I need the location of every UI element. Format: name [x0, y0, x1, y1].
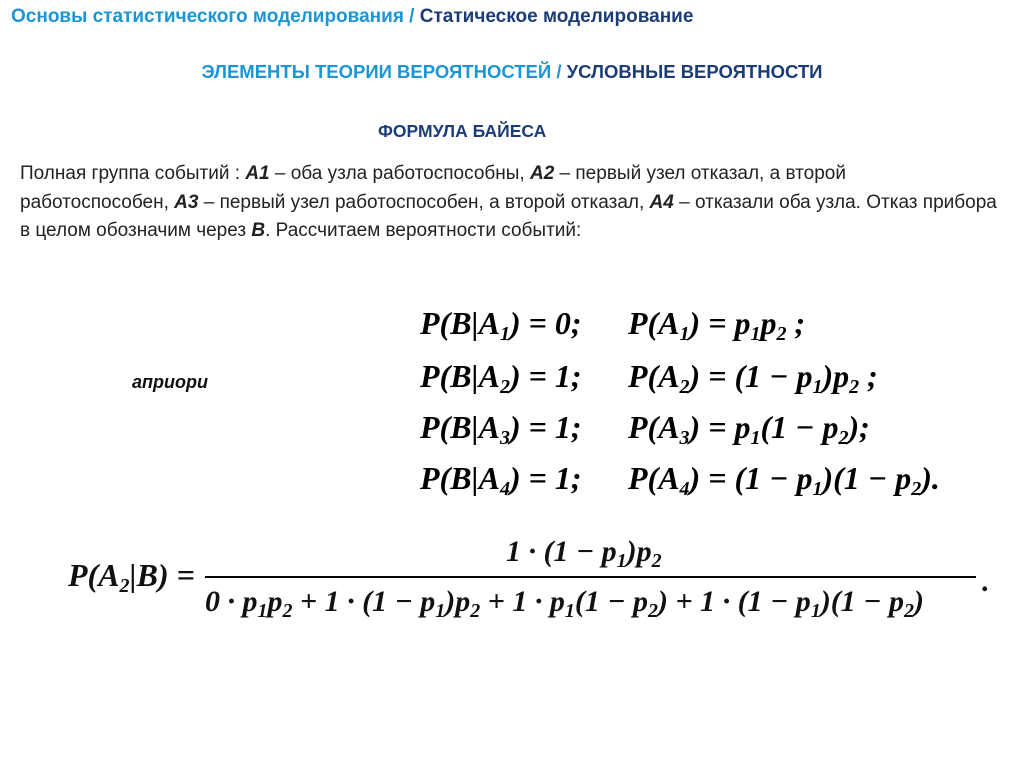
breadcrumb-topic: Статическое моделирование [419, 6, 694, 27]
event-a3: А3 [174, 191, 199, 213]
paragraph-text: – оба узла работоспособны, [269, 163, 530, 184]
body-paragraph [20, 160, 1000, 246]
section-title-main: ЭЛЕМЕНТЫ ТЕОРИИ ВЕРОЯТНОСТЕЙ / [201, 61, 567, 82]
event-a4: А4 [649, 191, 674, 213]
apriori-label: априори [132, 372, 208, 392]
formula-conditional-4: $P(B|A_4) = 1$; [420, 460, 582, 500]
bayes-lhs: $P(A_2|B)$ = [68, 557, 195, 597]
breadcrumb [11, 6, 693, 28]
paragraph-text: Полная группа событий : [20, 163, 246, 184]
formula-prior-4: $P(A_4) = (1 - p_1)(1 - p_2)$. [628, 460, 940, 500]
section-title [0, 61, 1024, 83]
fraction-bar [205, 576, 976, 578]
formula-conditional-3: $P(B|A_3) = 1$; [420, 409, 582, 449]
event-a1: А1 [245, 163, 270, 184]
formula-prior-3: $P(A_3) = p_1(1 - p_2)$; [628, 409, 870, 449]
formula-conditional-1: $P(B|A_1) = 0$; [420, 305, 582, 345]
formula-prior-1: $P(A_1) = p_1p_2$ ; [628, 305, 806, 345]
paragraph-text: – отказали оба узла. Отказ прибора в целом обозначим через [20, 191, 997, 241]
bayes-period: . [981, 565, 989, 598]
slide-subtitle: ФОРМУЛА БАЙЕСА [378, 121, 547, 141]
breadcrumb-course: Основы статистического моделирования / [11, 6, 420, 27]
paragraph-text: – первый узел отказал, а второй работоспособен, [20, 163, 846, 213]
formula-conditional-2: $P(B|A_2) = 1$; [420, 358, 582, 398]
event-a2: А2 [529, 163, 555, 184]
formula-prior-2: $P(A_2) = (1 - p_1)p_2$ ; [628, 358, 878, 398]
paragraph-text: – первый узел работоспособен, а второй отказал, [198, 191, 650, 213]
bayes-denominator: $0 \cdot p_1p_2 + 1 \cdot (1 - p_1)p_2 + 1 \cdot p_1(1 - p_2) + 1 \cdot (1 - p_1)(1 - p_2)$ [205, 585, 924, 622]
section-title-sub: УСЛОВНЫЕ ВЕРОЯТНОСТИ [566, 61, 823, 82]
event-b: В [251, 220, 266, 241]
paragraph-text: . Рассчитаем вероятности событий: [265, 220, 582, 241]
bayes-numerator: $1 \cdot (1 - p_1)p_2$ [506, 535, 662, 572]
